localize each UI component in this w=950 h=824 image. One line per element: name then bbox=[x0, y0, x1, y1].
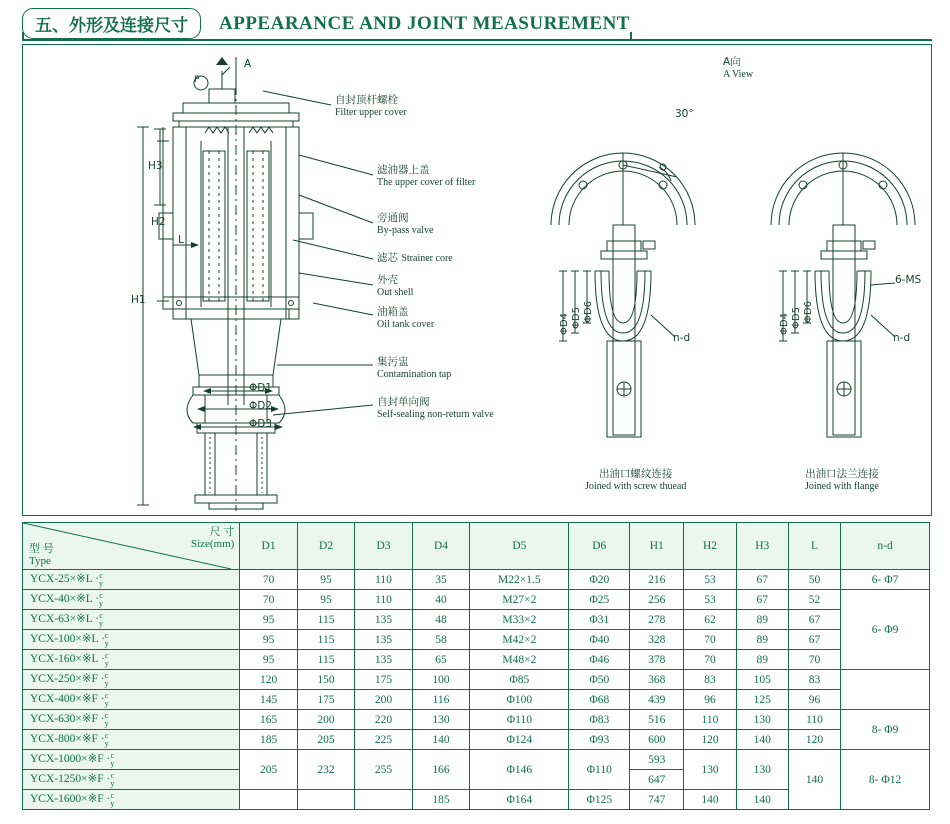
cell-h2: 70 bbox=[684, 650, 736, 670]
cell-d1: 70 bbox=[240, 570, 297, 590]
cell-d1: 95 bbox=[240, 610, 297, 630]
cell-type: YCX-40×※L ·c y bbox=[23, 590, 240, 610]
cell-h2: 70 bbox=[684, 630, 736, 650]
cell-d4-merged: 166 bbox=[412, 750, 469, 790]
cell-nd-blank bbox=[841, 670, 930, 710]
cell-d2: 95 bbox=[297, 590, 354, 610]
cell-d2: 150 bbox=[297, 670, 354, 690]
cell-h1: 516 bbox=[630, 710, 684, 730]
cell-d6: Φ93 bbox=[569, 730, 630, 750]
dim-label-d2: ΦD2 bbox=[249, 400, 273, 412]
cell-h1: 278 bbox=[630, 610, 684, 630]
col-nd: n-d bbox=[841, 523, 930, 570]
cell-h1: 368 bbox=[630, 670, 684, 690]
callout-out-shell: 外壳 Out shell bbox=[377, 274, 414, 298]
cell-h1: 747 bbox=[630, 790, 684, 810]
cell-d1: 185 bbox=[240, 730, 297, 750]
table-row[interactable] bbox=[23, 710, 930, 730]
cell-h2-merged: 130 bbox=[684, 750, 736, 790]
cell-h2: 62 bbox=[684, 610, 736, 630]
cell-h2: 53 bbox=[684, 570, 736, 590]
cell-h3: 67 bbox=[736, 590, 788, 610]
table-row[interactable] bbox=[23, 630, 930, 650]
cell-h2: 110 bbox=[684, 710, 736, 730]
cell-type: YCX-63×※L ·c y bbox=[23, 610, 240, 630]
a-view-label: A向 A View bbox=[723, 56, 754, 80]
cell-d1: 70 bbox=[240, 590, 297, 610]
callout-filter-upper-cover: 自封顶杆螺栓 Filter upper cover bbox=[335, 94, 407, 118]
cell-d6: Φ68 bbox=[569, 690, 630, 710]
cell-d3: 135 bbox=[355, 650, 412, 670]
callout-bypass-valve: 旁通阀 By-pass valve bbox=[377, 212, 434, 236]
drawing-vector bbox=[23, 45, 931, 513]
cell-type: YCX-160×※L ·c y bbox=[23, 650, 240, 670]
table-header-row bbox=[23, 523, 930, 570]
cell-d2: 175 bbox=[297, 690, 354, 710]
callout-self-sealing-valve: 自封单向阀 Self-sealing non-return valve bbox=[377, 396, 494, 420]
cell-nd-merged: 8- Φ12 bbox=[841, 750, 930, 810]
col-l: L bbox=[788, 523, 840, 570]
cell-type: YCX-100×※L ·c y bbox=[23, 630, 240, 650]
table-corner-cell bbox=[23, 523, 240, 570]
cell-h1: 647 bbox=[630, 770, 684, 790]
joint-screw-label: 出油口螺纹连接 Joined with screw thuead bbox=[585, 468, 687, 492]
cell-l: 67 bbox=[788, 610, 840, 630]
section-badge: 五、外形及连接尺寸 bbox=[22, 8, 201, 39]
cell-h1: 378 bbox=[630, 650, 684, 670]
dim-label-d5-mid: ΦD5 bbox=[571, 307, 582, 329]
cell-d4: 48 bbox=[412, 610, 469, 630]
table-row[interactable] bbox=[23, 670, 930, 690]
dim-label-d3: ΦD3 bbox=[249, 418, 273, 430]
cell-d5: M33×2 bbox=[470, 610, 569, 630]
cell-d5: Φ85 bbox=[470, 670, 569, 690]
cell-d5: Φ100 bbox=[470, 690, 569, 710]
cell-h3: 89 bbox=[736, 650, 788, 670]
col-d6: D6 bbox=[569, 523, 630, 570]
cell-d2: 115 bbox=[297, 630, 354, 650]
dim-label-d4-mid: ΦD4 bbox=[559, 313, 570, 335]
dim-label-d5-right: ΦD5 bbox=[791, 307, 802, 329]
cell-l: 70 bbox=[788, 650, 840, 670]
dim-label-d4-right: ΦD4 bbox=[779, 313, 790, 335]
cell-d3: 135 bbox=[355, 630, 412, 650]
cell-d4: 35 bbox=[412, 570, 469, 590]
cell-h2: 83 bbox=[684, 670, 736, 690]
callout-contamination-tap: 集污盅 Contamination tap bbox=[377, 356, 452, 380]
cell-type: YCX-1600×※F ·c y bbox=[23, 790, 240, 810]
col-d1: D1 bbox=[240, 523, 297, 570]
cell-d6: Φ83 bbox=[569, 710, 630, 730]
cell-l: 96 bbox=[788, 690, 840, 710]
cell-d5: M27×2 bbox=[470, 590, 569, 610]
dimension-table bbox=[22, 522, 930, 812]
cell-d3: 220 bbox=[355, 710, 412, 730]
joint-flange-label: 出油口法兰连接 Joined with flange bbox=[805, 468, 879, 492]
cell-d6: Φ50 bbox=[569, 670, 630, 690]
col-d2: D2 bbox=[297, 523, 354, 570]
table-row[interactable] bbox=[23, 650, 930, 670]
cell-h2: 53 bbox=[684, 590, 736, 610]
cell-d1: 120 bbox=[240, 670, 297, 690]
cell-h1: 256 bbox=[630, 590, 684, 610]
dim-label-p: P bbox=[194, 75, 200, 85]
cell-type: YCX-1250×※F ·c y bbox=[23, 770, 240, 790]
cell-l: 83 bbox=[788, 670, 840, 690]
cell-h3: 140 bbox=[736, 730, 788, 750]
cell-d2: 115 bbox=[297, 610, 354, 630]
table-row[interactable] bbox=[23, 750, 930, 770]
cell-d3-merged: 255 bbox=[355, 750, 412, 790]
dim-label-d6-right: ΦD6 bbox=[803, 301, 814, 323]
cell-h1: 216 bbox=[630, 570, 684, 590]
col-h1: H1 bbox=[630, 523, 684, 570]
cell-d4: 116 bbox=[412, 690, 469, 710]
cell-d2: 115 bbox=[297, 650, 354, 670]
table-body bbox=[23, 570, 930, 810]
cell-nd-merged: 8- Φ9 bbox=[841, 710, 930, 750]
cell-h1: 593 bbox=[630, 750, 684, 770]
callout-strainer-core: 滤芯 Strainer core bbox=[377, 252, 453, 264]
cell-l: 110 bbox=[788, 710, 840, 730]
cell-nd-merged: 6- Φ9 bbox=[841, 590, 930, 670]
cell-d3: 175 bbox=[355, 670, 412, 690]
cell-l: 50 bbox=[788, 570, 840, 590]
corner-size-label: 尺 寸 Size(mm) bbox=[190, 526, 235, 550]
cell-h3: 125 bbox=[736, 690, 788, 710]
cell-d3: 110 bbox=[355, 570, 412, 590]
callout-upper-cover-of-filter: 滤油器上盖 The upper cover of filter bbox=[377, 164, 476, 188]
cell-nd: 6- Φ7 bbox=[841, 570, 930, 590]
cell-d1-merged: 205 bbox=[240, 750, 297, 790]
cell-d3 bbox=[355, 790, 412, 810]
col-h2: H2 bbox=[684, 523, 736, 570]
cell-d4: 140 bbox=[412, 730, 469, 750]
cell-d4: 40 bbox=[412, 590, 469, 610]
cell-d5: Φ110 bbox=[470, 710, 569, 730]
cell-d5: M48×2 bbox=[470, 650, 569, 670]
cell-h3: 140 bbox=[736, 790, 788, 810]
cell-d4: 65 bbox=[412, 650, 469, 670]
cell-d1: 95 bbox=[240, 630, 297, 650]
cell-d5: M42×2 bbox=[470, 630, 569, 650]
cell-d5: M22×1.5 bbox=[470, 570, 569, 590]
page-header bbox=[22, 8, 932, 40]
cell-d2: 205 bbox=[297, 730, 354, 750]
cell-h2: 96 bbox=[684, 690, 736, 710]
dim-label-angle: 30° bbox=[675, 108, 694, 120]
cell-d2 bbox=[297, 790, 354, 810]
cell-d6: Φ125 bbox=[569, 790, 630, 810]
cell-h1: 328 bbox=[630, 630, 684, 650]
col-d4: D4 bbox=[412, 523, 469, 570]
cell-d2: 200 bbox=[297, 710, 354, 730]
cell-d3: 110 bbox=[355, 590, 412, 610]
cell-h2: 120 bbox=[684, 730, 736, 750]
cell-type: YCX-400×※F ·c y bbox=[23, 690, 240, 710]
cell-d5: Φ124 bbox=[470, 730, 569, 750]
dim-label-a: A bbox=[244, 58, 252, 70]
col-d5: D5 bbox=[470, 523, 569, 570]
cell-type: YCX-800×※F ·c y bbox=[23, 730, 240, 750]
dim-label-h2: H2 bbox=[151, 216, 166, 228]
cell-d5-merged: Φ146 bbox=[470, 750, 569, 790]
cell-d3: 225 bbox=[355, 730, 412, 750]
size-table bbox=[22, 522, 930, 810]
cell-d3: 135 bbox=[355, 610, 412, 630]
cell-l-merged: 140 bbox=[788, 750, 840, 810]
cell-h3: 67 bbox=[736, 570, 788, 590]
cell-type: YCX-1000×※F ·c y bbox=[23, 750, 240, 770]
cell-h3: 89 bbox=[736, 630, 788, 650]
cell-d6: Φ46 bbox=[569, 650, 630, 670]
cell-h3: 105 bbox=[736, 670, 788, 690]
cell-l: 120 bbox=[788, 730, 840, 750]
cell-d2-merged: 232 bbox=[297, 750, 354, 790]
cell-d4: 185 bbox=[412, 790, 469, 810]
cell-d1: 95 bbox=[240, 650, 297, 670]
cell-d1: 145 bbox=[240, 690, 297, 710]
dim-label-h1: H1 bbox=[131, 294, 146, 306]
col-d3: D3 bbox=[355, 523, 412, 570]
col-h3: H3 bbox=[736, 523, 788, 570]
dim-label-6ms: 6-MS bbox=[895, 274, 922, 286]
dim-label-nd-mid: n-d bbox=[673, 332, 691, 344]
cell-type: YCX-25×※L ·c y bbox=[23, 570, 240, 590]
table-row[interactable] bbox=[23, 690, 930, 710]
dim-label-d6-mid: ΦD6 bbox=[583, 301, 594, 323]
cell-d4: 130 bbox=[412, 710, 469, 730]
technical-drawing-panel bbox=[22, 44, 932, 516]
cell-h2: 140 bbox=[684, 790, 736, 810]
cell-l: 52 bbox=[788, 590, 840, 610]
cell-d1: 165 bbox=[240, 710, 297, 730]
cell-d4: 58 bbox=[412, 630, 469, 650]
dim-label-nd-right: n-d bbox=[893, 332, 911, 344]
header-rule bbox=[22, 39, 932, 41]
cell-d2: 95 bbox=[297, 570, 354, 590]
cell-h3: 130 bbox=[736, 710, 788, 730]
cell-l: 67 bbox=[788, 630, 840, 650]
table-row[interactable] bbox=[23, 730, 930, 750]
cell-d4: 100 bbox=[412, 670, 469, 690]
cell-d6-merged: Φ110 bbox=[569, 750, 630, 790]
dim-label-d1: ΦD1 bbox=[249, 382, 273, 394]
corner-type-label: 型 号 Type bbox=[29, 543, 54, 567]
header-rule-tick-left bbox=[22, 32, 24, 41]
dim-label-l: L bbox=[178, 234, 184, 246]
dim-label-h3: H3 bbox=[148, 160, 163, 172]
cell-d3: 200 bbox=[355, 690, 412, 710]
cell-h1: 439 bbox=[630, 690, 684, 710]
cell-d6: Φ31 bbox=[569, 610, 630, 630]
cell-d5: Φ164 bbox=[470, 790, 569, 810]
cell-d6: Φ20 bbox=[569, 570, 630, 590]
page-title: APPEARANCE AND JOINT MEASUREMENT bbox=[219, 12, 630, 34]
header-rule-tick-right bbox=[630, 32, 632, 41]
cell-d1 bbox=[240, 790, 297, 810]
table-row[interactable] bbox=[23, 590, 930, 610]
cell-h1: 600 bbox=[630, 730, 684, 750]
table-row[interactable] bbox=[23, 570, 930, 590]
table-row[interactable] bbox=[23, 610, 930, 630]
callout-oil-tank-cover: 油箱盖 Oil tank cover bbox=[377, 306, 435, 330]
cell-type: YCX-250×※F ·c y bbox=[23, 670, 240, 690]
cell-h3-merged: 130 bbox=[736, 750, 788, 790]
cell-type: YCX-630×※F ·c y bbox=[23, 710, 240, 730]
cell-d6: Φ25 bbox=[569, 590, 630, 610]
cell-h3: 89 bbox=[736, 610, 788, 630]
cell-d6: Φ40 bbox=[569, 630, 630, 650]
